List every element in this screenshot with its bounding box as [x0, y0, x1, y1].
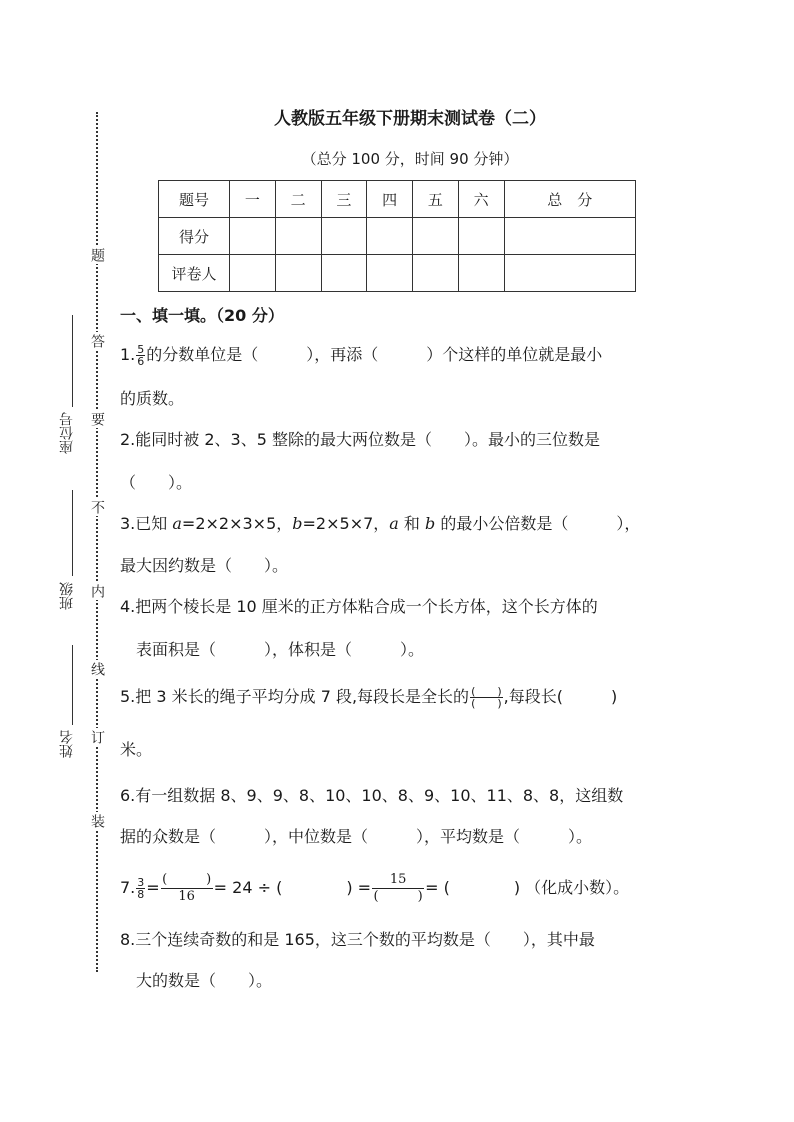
- question-3-line-2: 最大因约数是（ ）。: [120, 556, 289, 575]
- seal-char-da: 答: [89, 334, 105, 348]
- score-table-row: [159, 255, 636, 292]
- question-2-line-2: （ ）。: [120, 473, 193, 492]
- grader-cell[interactable]: [504, 255, 636, 292]
- fraction-five-sixths: $\frac{5}{6}$: [137, 343, 145, 368]
- name-label: 姓名: [59, 730, 75, 758]
- class-label: 班级: [59, 582, 75, 610]
- question-7-line: 7. $\frac{3}{8}$ = $\frac{( )}{16}$ = 24 ÷ ( ) = $\frac{15}{( )}$ = ( ) （化成小数）。: [120, 872, 630, 904]
- grader-cell[interactable]: [321, 255, 367, 292]
- score-table-header-row: [159, 181, 636, 218]
- class-line: [72, 490, 73, 576]
- question-5-line-2: 米。: [120, 740, 153, 759]
- question-1-line-2: 的质数。: [120, 389, 185, 408]
- fraction-blank: $\frac{( )}{( )}$: [471, 685, 502, 710]
- table-header-cell: 一: [230, 181, 276, 218]
- score-cell[interactable]: [230, 218, 276, 255]
- score-cell[interactable]: [504, 218, 636, 255]
- table-header-cell: 二: [275, 181, 321, 218]
- question-8-line-2: 大的数是（ ）。: [120, 971, 273, 990]
- question-4-line-2: 表面积是（ ），体积是（ ）。: [120, 640, 425, 659]
- question-6-line-2: 据的众数是（ ），中位数是（ ），平均数是（ ）。: [120, 827, 593, 846]
- table-header-cell: 题号: [159, 181, 230, 218]
- fraction-three-eighths: $\frac{3}{8}$: [137, 876, 145, 901]
- seal-char-zhuang: 装: [89, 814, 105, 828]
- table-header-cell: 五: [413, 181, 459, 218]
- table-header-cell: 总 分: [504, 181, 636, 218]
- question-6-line-1: 6.有一组数据 8、9、9、8、10、10、8、9、10、11、8、8，这组数: [120, 786, 624, 805]
- grader-cell[interactable]: [275, 255, 321, 292]
- grader-cell[interactable]: [458, 255, 504, 292]
- table-header-cell: 六: [458, 181, 504, 218]
- seal-char-yao: 要: [89, 412, 105, 426]
- question-2-line-1: 2.能同时被 2、3、5 整除的最大两位数是（ ）。最小的三位数是: [120, 430, 600, 449]
- seal-char-ding: 订: [89, 730, 105, 744]
- grader-cell[interactable]: [230, 255, 276, 292]
- score-cell[interactable]: [458, 218, 504, 255]
- score-cell[interactable]: [321, 218, 367, 255]
- score-cell[interactable]: [367, 218, 413, 255]
- table-header-cell: 三: [321, 181, 367, 218]
- question-4-line-1: 4.把两个棱长是 10 厘米的正方体粘合成一个长方体，这个长方体的: [120, 597, 598, 616]
- fraction-15-over-blank: $\frac{15}{( )}$: [373, 872, 423, 904]
- fraction-over-16: $\frac{( )}{16}$: [162, 872, 212, 904]
- question-1-line-1: 1. $\frac{5}{6}$ 的分数单位是（ ），再添（ ）个这样的单位就是最小: [120, 343, 603, 368]
- score-cell[interactable]: [413, 218, 459, 255]
- seat-number-label: 座位号: [59, 412, 75, 454]
- seal-char-nei: 内: [89, 584, 105, 598]
- seal-char-xian: 线: [89, 662, 105, 676]
- seat-number-line: [72, 315, 73, 407]
- seal-char-ti: 题: [89, 248, 105, 262]
- table-header-cell: 四: [367, 181, 413, 218]
- name-line: [72, 645, 73, 725]
- question-3-line-1: 3.已知 a=2×2×3×5，b=2×5×7，a 和 b 的最小公倍数是（ ），: [120, 514, 641, 533]
- seal-char-bu: 不: [89, 500, 105, 514]
- grader-cell[interactable]: [413, 255, 459, 292]
- score-table: [158, 180, 636, 292]
- question-8-line-1: 8.三个连续奇数的和是 165，这三个数的平均数是（ ），其中最: [120, 930, 595, 949]
- row-label-score: 得分: [159, 218, 230, 255]
- question-5-line-1: 5.把 3 米长的绳子平均分成 7 段,每段长是全长的 $\frac{( )}{( )}$ ,每段长( ): [120, 685, 618, 710]
- grader-cell[interactable]: [367, 255, 413, 292]
- row-label-grader: 评卷人: [159, 255, 230, 292]
- binding-dotted-line: [96, 112, 98, 972]
- exam-title: 人教版五年级下册期末测试卷（二）: [274, 109, 546, 129]
- score-cell[interactable]: [275, 218, 321, 255]
- score-table-row: [159, 218, 636, 255]
- section-heading: 一、填一填。（20 分）: [120, 306, 284, 325]
- exam-subtitle: （总分 100 分，时间 90 分钟）: [301, 150, 519, 168]
